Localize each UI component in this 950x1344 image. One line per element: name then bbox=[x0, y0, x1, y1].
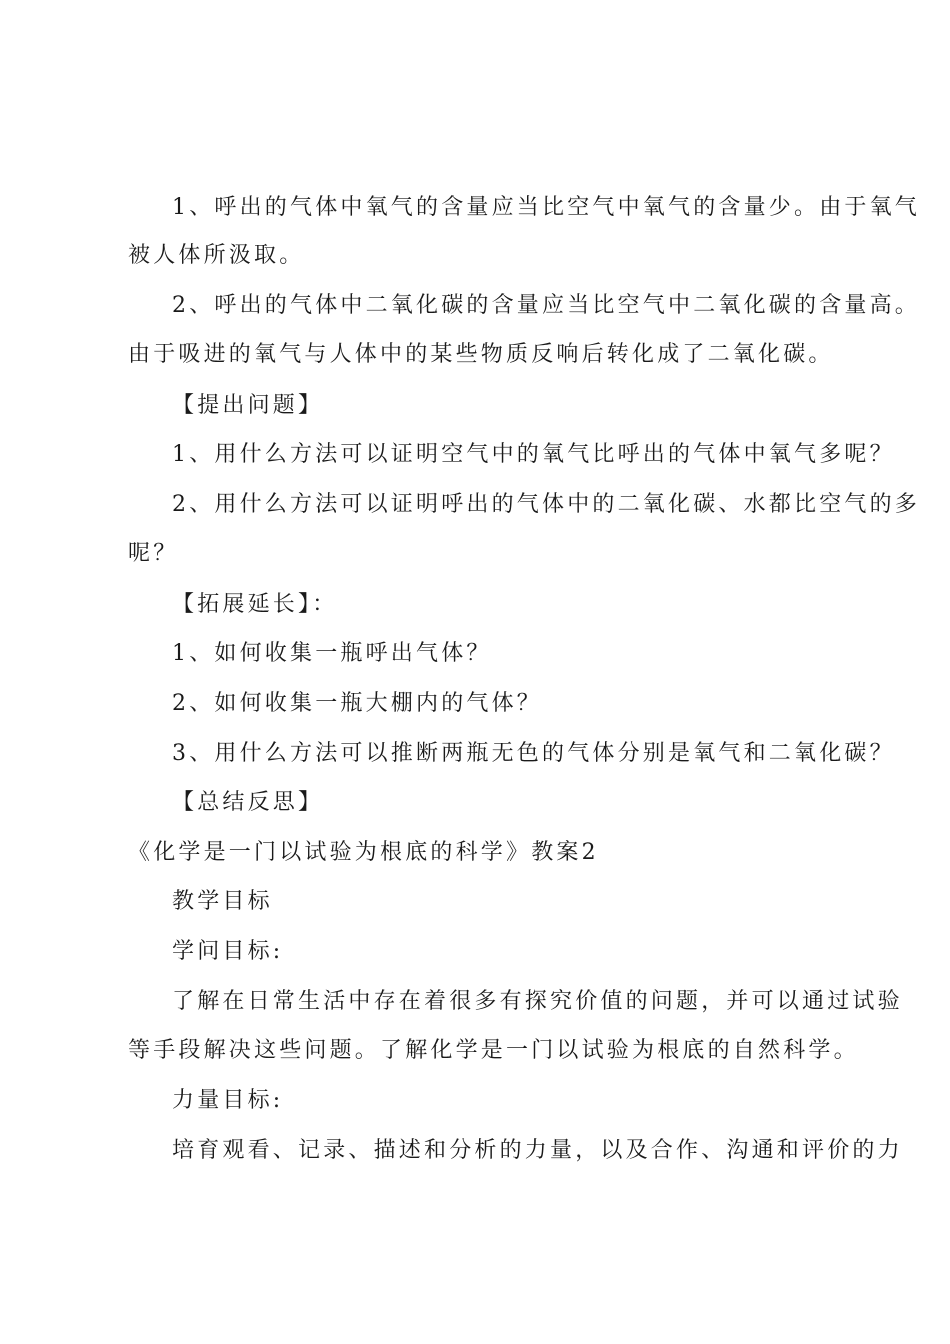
paragraph-line: 由于吸进的氧气与人体中的某些物质反响后转化成了二氧化碳。 bbox=[128, 342, 834, 367]
section-heading: 教学目标 bbox=[172, 889, 273, 914]
section-heading: 【提出问题】 bbox=[172, 393, 324, 418]
paragraph-line: 培育观看、记录、描述和分析的力量，以及合作、沟通和评价的力 bbox=[172, 1138, 903, 1163]
paragraph-line: 被人体所汲取。 bbox=[128, 243, 305, 268]
paragraph-line: 1、如何收集一瓶呼出气体？ bbox=[172, 641, 492, 666]
paragraph-line: 2、呼出的气体中二氧化碳的含量应当比空气中二氧化碳的含量高。 bbox=[172, 293, 920, 318]
section-heading: 力量目标: bbox=[172, 1088, 284, 1113]
section-heading: 学问目标: bbox=[172, 939, 284, 964]
paragraph-line: 呢？ bbox=[128, 541, 179, 566]
paragraph-line: 2、用什么方法可以证明呼出的气体中的二氧化碳、水都比空气的多 bbox=[172, 492, 920, 517]
paragraph-line: 了解在日常生活中存在着很多有探究价值的问题，并可以通过试验 bbox=[172, 989, 903, 1014]
paragraph-line: 1、用什么方法可以证明空气中的氧气比呼出的气体中氧气多呢？ bbox=[172, 442, 895, 467]
paragraph-line: 等手段解决这些问题。了解化学是一门以试验为根底的自然科学。 bbox=[128, 1038, 859, 1063]
section-heading: 【总结反思】 bbox=[172, 790, 324, 815]
paragraph-line: 1、呼出的气体中氧气的含量应当比空气中氧气的含量少。由于氧气 bbox=[172, 195, 920, 220]
document-title: 《化学是一门以试验为根底的科学》教案2 bbox=[128, 840, 599, 865]
paragraph-line: 2、如何收集一瓶大棚内的气体？ bbox=[172, 691, 542, 716]
paragraph-line: 3、用什么方法可以推断两瓶无色的气体分别是氧气和二氧化碳？ bbox=[172, 741, 895, 766]
section-heading: 【拓展延长】： bbox=[172, 592, 338, 617]
